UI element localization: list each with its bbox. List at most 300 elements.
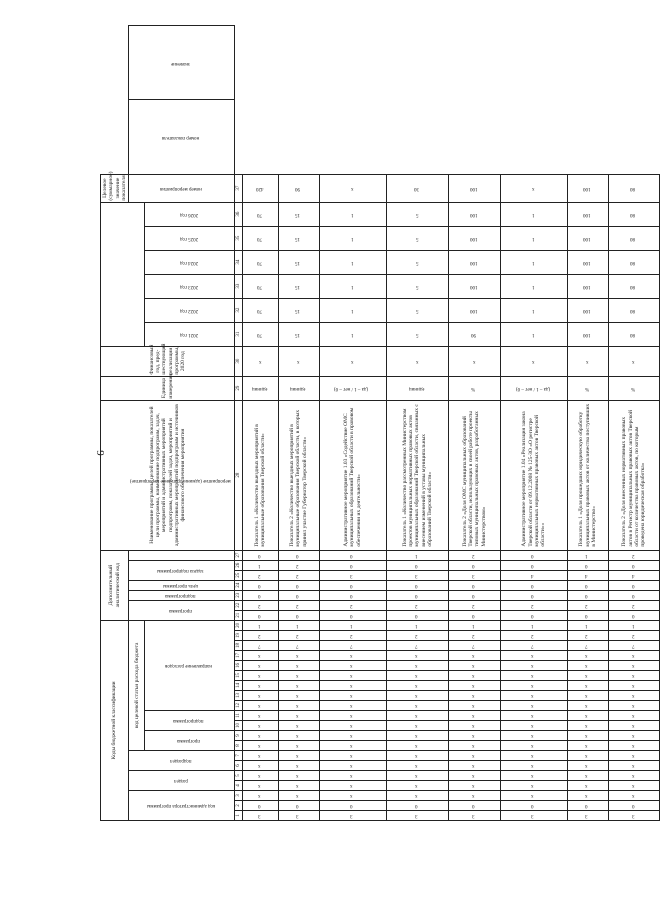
code-digit-text: х xyxy=(472,653,475,659)
code-digit-text: 0 xyxy=(350,563,353,569)
code-digit-text: 0 xyxy=(296,553,299,559)
header-podprogramma-text: подпрограмма xyxy=(173,718,204,724)
code-digit xyxy=(278,691,319,701)
column-index-text: 29 xyxy=(235,385,241,391)
code-digit xyxy=(319,550,386,560)
code-digit xyxy=(608,691,660,701)
code-digit-text: 0 xyxy=(350,583,353,589)
column-index xyxy=(235,661,243,671)
code-digit-text: 0 xyxy=(415,613,418,619)
page-number: 9 xyxy=(94,450,106,456)
code-digit-text: х xyxy=(631,723,635,729)
code-digit xyxy=(567,801,608,811)
year-value xyxy=(243,322,278,346)
year-value-text: 80 xyxy=(630,235,636,241)
code-digit-text: х xyxy=(631,693,635,699)
code-digit-text: 0 xyxy=(631,583,635,589)
code-digit-text: 2 xyxy=(350,603,353,609)
code-digit-text: 2 xyxy=(631,603,635,609)
year-value xyxy=(608,322,660,346)
column-index xyxy=(235,811,243,821)
code-digit xyxy=(500,711,567,721)
unit-cell xyxy=(319,376,386,400)
header-year xyxy=(145,226,235,250)
code-digit-text: 0 xyxy=(631,803,635,809)
code-digit-text: 2 xyxy=(472,553,475,559)
code-digit xyxy=(386,791,448,801)
unit-cell xyxy=(386,376,448,400)
table-row xyxy=(500,26,567,821)
code-digit-text: х xyxy=(585,683,588,689)
code-digit xyxy=(386,701,448,711)
code-digit xyxy=(278,711,319,721)
code-digit-text: 3 xyxy=(258,813,261,819)
prev-year-cell xyxy=(386,346,448,376)
year-value-text: 100 xyxy=(582,283,591,289)
code-digit-text: х xyxy=(296,743,299,749)
code-digit-text: 0 xyxy=(350,593,353,599)
code-digit xyxy=(278,671,319,681)
code-digit-text: 2 xyxy=(415,633,418,639)
code-digit xyxy=(278,811,319,821)
code-digit-text: 2 xyxy=(296,563,299,569)
column-index-text: 27 xyxy=(235,552,241,558)
code-digit-text: 0 xyxy=(531,553,534,559)
code-digit xyxy=(608,731,660,741)
unit-cell xyxy=(449,376,501,400)
prev-year-cell xyxy=(608,346,660,376)
code-digit xyxy=(449,791,501,801)
code-digit xyxy=(449,741,501,751)
code-digit xyxy=(386,691,448,701)
code-digit-text: х xyxy=(531,683,534,689)
code-digit-text: 0 xyxy=(258,803,261,809)
code-digit-text: х xyxy=(296,723,299,729)
column-index xyxy=(235,631,243,641)
code-digit-text: х xyxy=(258,743,261,749)
year-value-text: 5 xyxy=(415,211,419,217)
header-prev-year-text: Финансовый год, пред-шествующий реализации программы, 2020 год xyxy=(148,343,187,375)
table-header xyxy=(101,26,243,821)
code-digit xyxy=(319,741,386,751)
code-digit-text: х xyxy=(531,693,534,699)
code-digit-text: 0 xyxy=(296,593,299,599)
code-digit xyxy=(567,550,608,560)
code-digit-text: 1 xyxy=(296,623,299,629)
header-year-text: 2023 год xyxy=(179,283,198,289)
column-index xyxy=(235,671,243,681)
year-value xyxy=(449,226,501,250)
code-digit xyxy=(278,590,319,600)
code-digit-text: 0 xyxy=(585,613,588,619)
column-index-text: 26 xyxy=(235,562,241,568)
header-prev-year xyxy=(101,343,235,376)
header-year-text: 2022 год xyxy=(179,307,198,313)
code-digit-text: 0 xyxy=(531,593,534,599)
year-value-text: 1 xyxy=(532,235,535,241)
code-digit-text: 2 xyxy=(258,633,261,639)
code-digit xyxy=(319,620,386,630)
header-dop-col xyxy=(129,174,235,202)
target-value-cell-text: 100 xyxy=(469,185,477,191)
prev-year-cell xyxy=(567,346,608,376)
code-digit xyxy=(449,620,501,630)
code-digit xyxy=(449,761,501,771)
code-digit xyxy=(243,781,278,791)
code-digit xyxy=(608,811,660,821)
code-digit xyxy=(243,771,278,781)
code-digit xyxy=(278,701,319,711)
year-value-text: 80 xyxy=(630,331,636,337)
year-value-text: 15 xyxy=(294,283,300,289)
code-digit-text: х xyxy=(350,663,353,669)
year-value xyxy=(449,202,501,226)
column-index-text: 34 xyxy=(235,259,241,265)
code-digit-text: 0 xyxy=(296,613,299,619)
code-digit xyxy=(386,590,448,600)
code-digit xyxy=(319,691,386,701)
code-digit xyxy=(386,681,448,691)
prev-year-cell xyxy=(278,346,319,376)
header-dop-col xyxy=(129,600,235,620)
code-digit xyxy=(243,791,278,801)
indicator-name-text: Административное мероприятие 1.03 «Содействие ОМС муниципальных образований Тверской области в правовом обеспечении их деятельности» xyxy=(343,407,362,547)
column-index xyxy=(235,376,243,400)
header-year-text: 2024 год xyxy=(179,259,198,265)
code-digit-text: х xyxy=(631,673,635,679)
code-digit xyxy=(386,751,448,761)
code-digit-text: 3 xyxy=(631,813,635,819)
header-razdel-text: раздел xyxy=(173,778,188,784)
code-digit-text: 1 xyxy=(350,623,353,629)
column-index-text: 14 xyxy=(235,683,241,688)
column-index xyxy=(235,590,243,600)
code-digit-text: 0 xyxy=(631,593,635,599)
header-dop-col-text: мероприятие (административное мероприятие) xyxy=(130,478,231,484)
code-digit xyxy=(500,801,567,811)
column-index-text: 31 xyxy=(235,331,241,337)
year-value xyxy=(278,250,319,274)
table-row xyxy=(449,26,501,821)
code-digit xyxy=(243,741,278,751)
code-digit xyxy=(567,711,608,721)
code-digit xyxy=(500,600,567,610)
year-value xyxy=(608,274,660,298)
year-value xyxy=(567,250,608,274)
code-digit-text: х xyxy=(631,733,635,739)
code-digit-text: х xyxy=(531,723,534,729)
header-target-value xyxy=(129,26,235,100)
header-razdel xyxy=(129,771,235,791)
header-target-group xyxy=(101,171,129,202)
code-digit xyxy=(243,600,278,610)
target-value-cell xyxy=(449,174,501,202)
code-digit xyxy=(319,731,386,741)
code-digit xyxy=(500,590,567,600)
code-digit-text: 0 xyxy=(350,803,353,809)
year-value-text: 1 xyxy=(532,211,535,217)
code-digit xyxy=(386,721,448,731)
code-digit-text: 2 xyxy=(631,553,635,559)
code-digit-text: х xyxy=(631,753,635,759)
code-digit xyxy=(500,771,567,781)
year-value-text: 5 xyxy=(415,235,419,241)
header-year-text: 2025 год xyxy=(179,235,198,241)
code-digit-text: х xyxy=(258,793,261,799)
unit-cell xyxy=(608,376,660,400)
code-digit xyxy=(278,651,319,661)
code-digit xyxy=(567,580,608,590)
code-digit-text: 7 xyxy=(472,643,475,649)
code-digit xyxy=(243,620,278,630)
code-digit-text: х xyxy=(296,703,299,709)
year-value-text: 100 xyxy=(469,211,477,217)
code-digit xyxy=(319,791,386,801)
year-value-text: 80 xyxy=(630,307,636,313)
year-value-text: 5 xyxy=(415,259,419,265)
header-years-group xyxy=(101,202,145,346)
header-dop-group-text: Дополнительный аналитический код xyxy=(108,562,121,608)
year-value xyxy=(608,298,660,322)
code-digit xyxy=(278,600,319,610)
column-index-text: 3 xyxy=(235,794,241,797)
code-digit xyxy=(386,771,448,781)
code-digit-text: х xyxy=(585,693,588,699)
code-digit xyxy=(386,781,448,791)
header-dop-col xyxy=(129,400,235,560)
code-digit-text: 2 xyxy=(258,603,261,609)
year-value-text: 1 xyxy=(350,283,354,289)
target-value-cell xyxy=(319,174,386,202)
code-digit-text: х xyxy=(585,763,588,769)
code-digit xyxy=(567,560,608,570)
year-value xyxy=(449,298,501,322)
code-digit xyxy=(608,661,660,671)
code-digit xyxy=(319,711,386,721)
unit-cell xyxy=(243,376,278,400)
unit-cell-text: (да – 1 / нет – 0) xyxy=(515,385,550,391)
unit-cell-text: % xyxy=(584,385,589,391)
code-digit-text: 4 xyxy=(531,573,534,579)
code-digit-text: 0 xyxy=(585,593,588,599)
indicator-name xyxy=(243,400,278,550)
column-index-text: 16 xyxy=(235,663,241,668)
code-digit xyxy=(319,701,386,711)
code-digit xyxy=(500,620,567,630)
year-value-text: 1 xyxy=(532,259,535,265)
code-digit-text: 2 xyxy=(531,603,534,609)
code-digit xyxy=(449,610,501,620)
code-digit-text: х xyxy=(585,733,588,739)
header-dop-group xyxy=(101,550,129,620)
code-digit-text: х xyxy=(350,783,353,789)
code-digit-text: х xyxy=(531,753,534,759)
code-digit xyxy=(278,741,319,751)
code-digit xyxy=(243,681,278,691)
code-digit xyxy=(319,570,386,580)
column-index-text: 4 xyxy=(235,784,241,787)
code-digit xyxy=(386,600,448,610)
code-digit xyxy=(567,620,608,630)
indicator-name xyxy=(608,400,660,550)
code-digit-text: х xyxy=(631,653,635,659)
year-value-text: 1 xyxy=(350,235,354,241)
column-index-text: 11 xyxy=(235,713,241,718)
code-digit-text: 0 xyxy=(258,593,261,599)
code-digit-text: 0 xyxy=(585,563,588,569)
code-digit xyxy=(319,641,386,651)
code-digit xyxy=(278,580,319,590)
code-digit-text: х xyxy=(472,743,475,749)
code-digit-text: 1 xyxy=(585,623,588,629)
code-digit-text: х xyxy=(585,713,588,719)
prev-year-cell xyxy=(500,346,567,376)
code-digit xyxy=(243,801,278,811)
year-value-text: 90 xyxy=(470,331,476,337)
code-digit xyxy=(567,751,608,761)
code-digit-text: х xyxy=(531,743,534,749)
column-index xyxy=(235,791,243,801)
year-value xyxy=(278,298,319,322)
code-digit-text: 2 xyxy=(415,603,418,609)
column-index xyxy=(235,610,243,620)
code-digit-text: 0 xyxy=(415,583,418,589)
code-digit-text: х xyxy=(415,673,418,679)
year-value xyxy=(243,202,278,226)
code-digit xyxy=(278,620,319,630)
code-digit-text: 3 xyxy=(472,813,475,819)
year-value-text: 15 xyxy=(294,259,300,265)
code-digit-text: х xyxy=(472,673,475,679)
code-digit-text: х xyxy=(531,793,534,799)
code-digit xyxy=(449,671,501,681)
code-digit xyxy=(449,590,501,600)
code-digit-text: 0 xyxy=(258,553,261,559)
code-digit-text: 7 xyxy=(350,643,353,649)
unit-cell-text: (да – 1 / нет – 0) xyxy=(334,385,369,391)
code-digit-text: 0 xyxy=(350,613,353,619)
code-digit xyxy=(243,570,278,580)
code-digit-text: 2 xyxy=(472,603,475,609)
code-digit xyxy=(608,600,660,610)
column-index xyxy=(235,771,243,781)
header-kcsr-text: код целевой статьи расхода бюджета xyxy=(133,642,140,729)
code-digit-text: х xyxy=(531,703,534,709)
year-value xyxy=(386,202,448,226)
column-index-text: 7 xyxy=(235,754,241,757)
code-digit-text: х xyxy=(350,773,353,779)
code-digit-text: 0 xyxy=(258,613,261,619)
year-value-text: 100 xyxy=(469,307,477,313)
header-programma-text: программа xyxy=(177,738,201,744)
year-value-text: 100 xyxy=(469,259,477,265)
year-value xyxy=(319,226,386,250)
code-digit xyxy=(319,610,386,620)
unit-cell xyxy=(278,376,319,400)
column-index-text: 5 xyxy=(235,774,241,777)
year-value xyxy=(386,250,448,274)
column-index-text: 8 xyxy=(235,744,241,747)
indicator-name xyxy=(500,400,567,550)
year-value xyxy=(386,298,448,322)
code-digit-text: х xyxy=(415,683,418,689)
code-digit-text: 3 xyxy=(585,813,588,819)
column-index xyxy=(235,226,243,250)
code-digit xyxy=(608,801,660,811)
code-digit xyxy=(319,600,386,610)
code-digit-text: 4 xyxy=(585,573,588,579)
column-index-text: 35 xyxy=(235,235,241,241)
header-dop-col xyxy=(129,560,235,580)
code-digit xyxy=(608,781,660,791)
code-digit xyxy=(386,641,448,651)
year-value xyxy=(449,322,501,346)
code-digit-text: х xyxy=(415,783,418,789)
code-digit-text: х xyxy=(472,703,475,709)
code-digit-text: х xyxy=(296,773,299,779)
year-value xyxy=(500,298,567,322)
year-value xyxy=(500,322,567,346)
code-digit-text: 3 xyxy=(350,573,353,579)
code-digit xyxy=(278,631,319,641)
indicator-name-text: Показатель 2 «Количество выездных мероприятий в муниципальные образования Тверской области, в которых принял участие Губернатор Тверской области» xyxy=(289,409,308,547)
code-digit-text: 7 xyxy=(631,643,635,649)
code-digit-text: х xyxy=(585,753,588,759)
year-value-text: 1 xyxy=(532,283,535,289)
code-digit xyxy=(449,801,501,811)
column-index xyxy=(235,298,243,322)
code-digit-text: х xyxy=(631,703,635,709)
header-dop-col xyxy=(129,100,235,174)
year-value-text: 15 xyxy=(294,235,300,241)
code-digit xyxy=(278,791,319,801)
code-digit xyxy=(608,590,660,600)
code-digit-text: 3 xyxy=(415,813,418,819)
code-digit-text: 2 xyxy=(531,633,534,639)
year-value-text: 70 xyxy=(256,259,262,265)
code-digit-text: 0 xyxy=(531,583,534,589)
code-digit xyxy=(567,771,608,781)
target-value-cell-text: х xyxy=(532,185,535,191)
code-digit xyxy=(500,681,567,691)
code-digit-text: х xyxy=(472,763,475,769)
code-digit-text: х xyxy=(585,663,588,669)
column-index-text: 33 xyxy=(235,283,241,289)
code-digit xyxy=(386,661,448,671)
code-digit xyxy=(500,731,567,741)
code-digit xyxy=(567,741,608,751)
code-digit-text: 1 xyxy=(258,563,261,569)
target-value-cell xyxy=(386,174,448,202)
code-digit xyxy=(608,701,660,711)
code-digit-text: 3 xyxy=(472,573,475,579)
code-digit xyxy=(608,651,660,661)
code-digit-text: 0 xyxy=(631,563,635,569)
code-digit xyxy=(567,590,608,600)
header-dop-col xyxy=(129,580,235,590)
code-digit xyxy=(500,651,567,661)
column-index xyxy=(235,550,243,560)
target-value-cell xyxy=(278,174,319,202)
code-digit xyxy=(567,610,608,620)
prev-year-cell xyxy=(243,346,278,376)
year-value xyxy=(567,298,608,322)
target-value-cell xyxy=(500,174,567,202)
code-digit-text: 0 xyxy=(415,563,418,569)
year-value xyxy=(608,226,660,250)
year-value-text: 1 xyxy=(532,331,535,337)
column-index-text: 36 xyxy=(235,211,241,217)
